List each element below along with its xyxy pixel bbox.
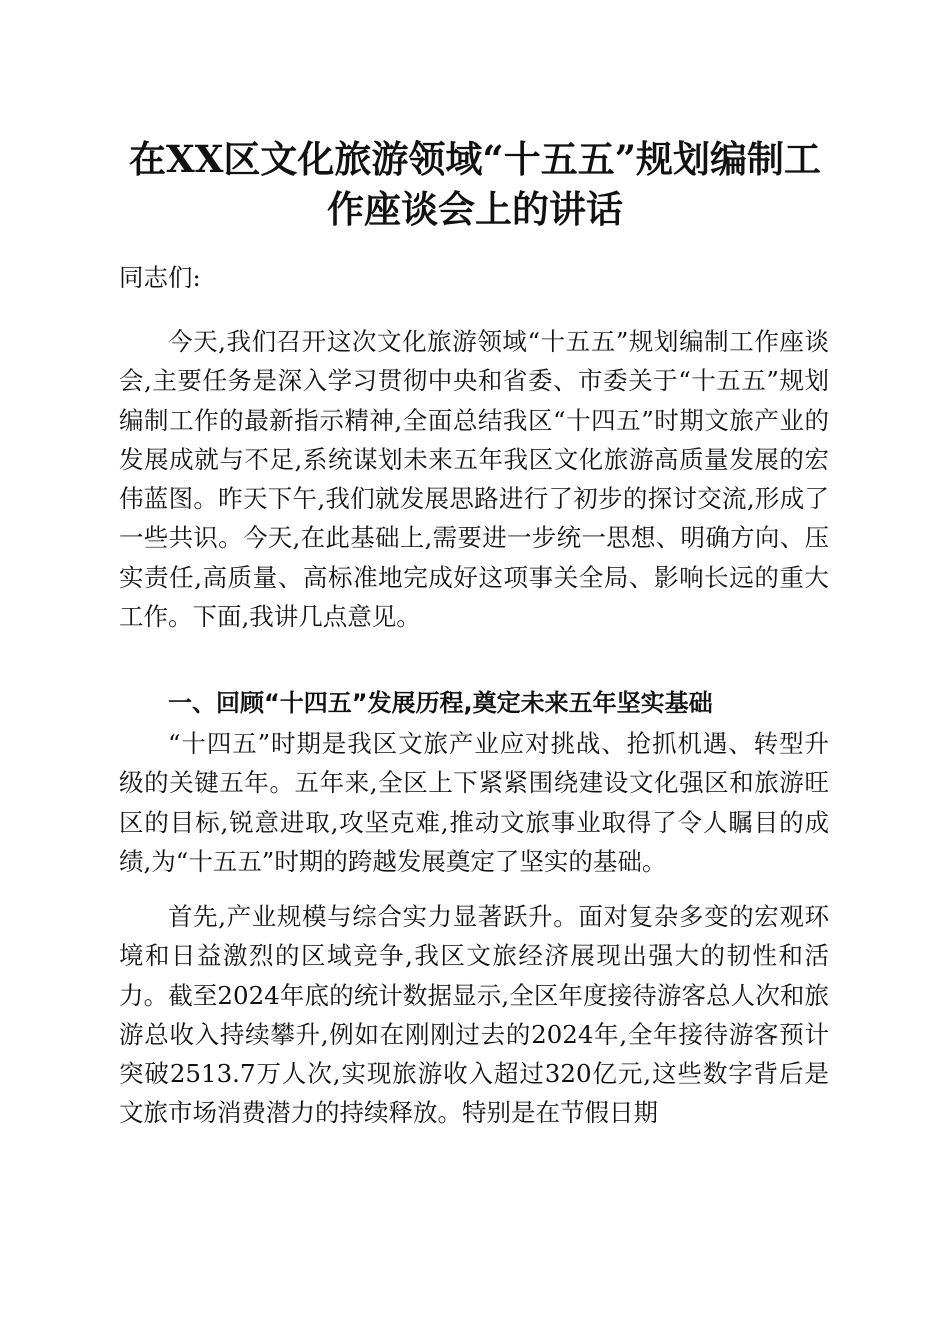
paragraph-intro: 今天,我们召开这次文化旅游领域“十五五”规划编制工作座谈会,主要任务是深入学习贯彻中央和省委、市委关于“十五五”规划编制工作的最新指示精神,全面总结我区“十四五”时期文旅产业的发展成就与不足,系统谋划未来五年我区文化旅游高质量发展的宏伟蓝图。昨天下午,我们就发展思路进行了初步的探讨交流,形成了一些共识。今天,在此基础上,需要进一步统一思想、明确方向、压实责任,高质量、高标准地完成好这项事关全局、影响长远的重大工作。下面,我讲几点意见。 — [119, 327, 829, 632]
paragraph-first-point: 首先,产业规模与综合实力显著跃升。面对复杂多变的宏观环境和日益激烈的区域竞争,我区文旅经济展现出强大的韧性和活力。截至2024年底的统计数据显示,全区年度接待游客总人次和旅游总收入持续攀升,例如在刚刚过去的2024年,全年接待游客预计突破2513.7万人次,实现旅游收入超过320亿元,这些数字背后是文旅市场消费潜力的持续释放。特别是在节假日期 — [119, 902, 829, 1128]
document-title — [100, 134, 850, 234]
section-heading-1: 一、回顾“十四五”发展历程,奠定未来五年坚实基础 — [168, 689, 713, 717]
salutation: 同志们: — [119, 263, 201, 292]
paragraph-review: “十四五”时期是我区文旅产业应对挑战、抢抓机遇、转型升级的关键五年。五年来,全区上下紧紧围绕建设文化强区和旅游旺区的目标,锐意进取,攻坚克难,推动文旅事业取得了令人瞩目的成绩,为“十五五”时期的跨越发展奠定了坚实的基础。 — [119, 729, 829, 876]
title-line-1: 在XX区文化旅游领域“十五五”规划编制工 — [129, 137, 821, 181]
title-line-2: 作座谈会上的讲话 — [327, 187, 623, 231]
